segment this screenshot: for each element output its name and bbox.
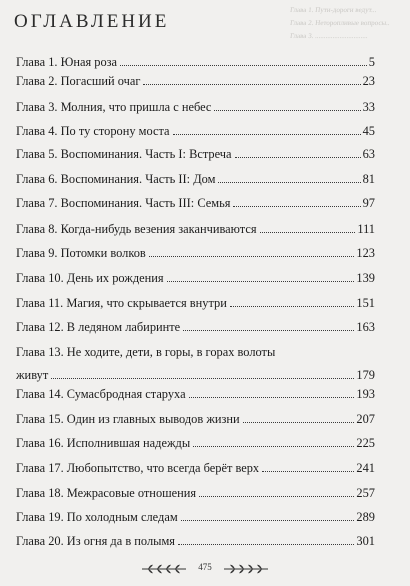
toc-entry-page: 139: [356, 271, 375, 285]
toc-entry-page: 151: [356, 296, 375, 310]
toc-entry-3[interactable]: [16, 100, 375, 114]
dot-leader: [149, 256, 355, 257]
dot-leader: [243, 422, 355, 423]
toc-entry-8[interactable]: [16, 222, 375, 236]
dot-leader: [199, 496, 354, 497]
toc-entry-page: 63: [362, 147, 375, 161]
toc-entry-17[interactable]: [16, 461, 375, 475]
toc-entry-title: Глава 4. По ту сторону моста: [16, 124, 170, 138]
toc-entry-1[interactable]: [16, 55, 375, 69]
dot-leader: [189, 397, 355, 398]
toc-entry-page: 193: [356, 387, 375, 401]
toc-entry-page: 97: [362, 196, 375, 210]
toc-entry-page: 179: [356, 368, 375, 382]
toc-entry-title: Глава 5. Воспоминания. Часть I: Встреча: [16, 147, 232, 161]
dot-leader: [173, 134, 361, 135]
dot-leader: [233, 206, 360, 207]
toc-entry-16[interactable]: [16, 436, 375, 450]
toc-entry-13[interactable]: [16, 345, 375, 382]
toc-entry-9[interactable]: [16, 246, 375, 260]
toc-entry-page: 123: [356, 246, 375, 260]
toc-entry-page: 207: [356, 412, 375, 426]
toc-entry-18[interactable]: [16, 486, 375, 500]
toc-entry-title: Глава 7. Воспоминания. Часть III: Семья: [16, 196, 231, 210]
toc-entry-title: Глава 16. Исполнившая надежды: [16, 436, 191, 450]
toc-entry-page: 45: [362, 124, 375, 138]
toc-entry-4[interactable]: [16, 124, 375, 138]
toc-entry-title: Глава 14. Сумасбродная старуха: [16, 387, 186, 401]
toc-entry-title-continuation: живут: [16, 368, 49, 382]
toc-entry-page: 111: [357, 222, 375, 236]
dot-leader: [143, 84, 360, 85]
toc-entry-page: 81: [362, 172, 375, 186]
page-number: 475: [198, 562, 212, 572]
dot-leader: [262, 471, 354, 472]
toc-entry-19[interactable]: [16, 510, 375, 524]
toc-entry-12[interactable]: [16, 320, 375, 334]
dot-leader: [193, 446, 354, 447]
toc-entry-page: 225: [356, 436, 375, 450]
toc-entry-page: 5: [368, 55, 375, 69]
laurel-right-icon: [222, 563, 270, 575]
toc-entry-title: Глава 8. Когда-нибудь везения заканчиваются: [16, 222, 257, 236]
toc-entry-title: Глава 11. Магия, что скрывается внутри: [16, 296, 227, 310]
contents-heading: ОГЛАВЛЕНИЕ: [14, 11, 170, 32]
dot-leader: [51, 378, 354, 379]
toc-entry-5[interactable]: [16, 147, 375, 161]
toc-entry-page: 289: [356, 510, 375, 524]
toc-entry-2[interactable]: [16, 74, 375, 88]
toc-entry-title: Глава 12. В ледяном лабиринте: [16, 320, 181, 334]
toc-entry-title: Глава 3. Молния, что пришла с небес: [16, 100, 212, 114]
toc-entry-title: Глава 15. Один из главных выводов жизни: [16, 412, 240, 426]
dot-leader: [178, 544, 354, 545]
show-through-text: Глава 1. Пути-дороги ведут... Глава 2. Неторопливые вопросы.. Глава 3. ..............................: [290, 6, 391, 40]
toc-entry-title: Глава 20. Из огня да в полымя: [16, 534, 175, 548]
page-footer: [0, 561, 410, 577]
toc-entry-title: Глава 13. Не ходите, дети, в горы, в горах волоты: [16, 345, 276, 359]
toc-entry-page: 257: [356, 486, 375, 500]
toc-entry-15[interactable]: [16, 412, 375, 426]
toc-entry-page: 301: [356, 534, 375, 548]
toc-entry-title: Глава 18. Межрасовые отношения: [16, 486, 197, 500]
toc-entry-title: Глава 2. Погасший очаг: [16, 74, 141, 88]
toc-entry-page: 33: [362, 100, 375, 114]
toc-entry-11[interactable]: [16, 296, 375, 310]
toc-entry-title: Глава 10. День их рождения: [16, 271, 164, 285]
toc-entry-6[interactable]: [16, 172, 375, 186]
laurel-left-icon: [140, 563, 188, 575]
dot-leader: [230, 306, 355, 307]
toc-entry-10[interactable]: [16, 271, 375, 285]
toc-entry-title: Глава 9. Потомки волков: [16, 246, 146, 260]
toc-entry-title: Глава 17. Любопытство, что всегда берёт верх: [16, 461, 260, 475]
dot-leader: [167, 281, 355, 282]
dot-leader: [214, 110, 360, 111]
dot-leader: [260, 232, 356, 233]
dot-leader: [235, 157, 361, 158]
toc-entry-page: 241: [356, 461, 375, 475]
toc-entry-20[interactable]: [16, 534, 375, 548]
toc-entry-page: 163: [356, 320, 375, 334]
toc-entry-14[interactable]: [16, 387, 375, 401]
toc-entry-title: Глава 1. Юная роза: [16, 55, 118, 69]
toc-entry-page: 23: [362, 74, 375, 88]
dot-leader: [218, 182, 360, 183]
dot-leader: [181, 520, 355, 521]
dot-leader: [183, 330, 354, 331]
dot-leader: [120, 65, 367, 66]
toc-entry-title: Глава 6. Воспоминания. Часть II: Дом: [16, 172, 216, 186]
toc-entry-7[interactable]: [16, 196, 375, 210]
toc-entry-title: Глава 19. По холодным следам: [16, 510, 178, 524]
